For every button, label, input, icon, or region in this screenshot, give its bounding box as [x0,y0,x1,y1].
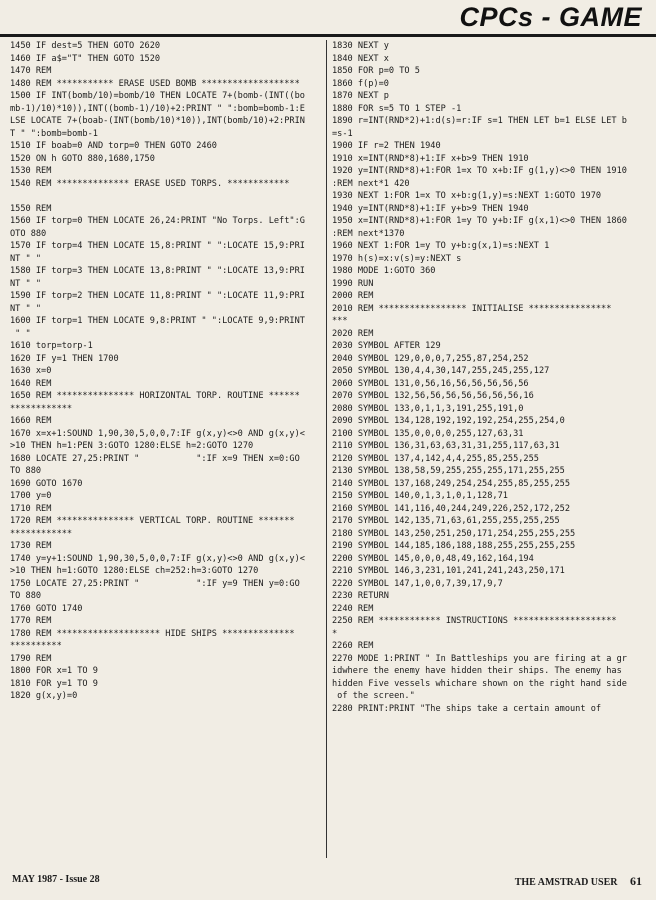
code-line: 2140 SYMBOL 137,168,249,254,254,255,85,255,255 [332,478,570,489]
code-line: 2090 SYMBOL 134,128,192,192,192,254,255,254,0 [332,416,565,426]
code-line: 2040 SYMBOL 129,0,0,0,7,255,87,254,252 [332,353,529,364]
code-line: 1540 REM ************** ERASE USED TORPS. ************ [10,178,290,189]
code-line: 2100 SYMBOL 135,0,0,0,0,255,127,63,31 [332,428,524,439]
code-line: =s-1 [332,128,353,139]
code-line: 1950 x=INT(RND*8)+1:FOR 1=y TO y+b:IF g(x,1)<>0 THEN 1860 [332,216,627,226]
code-line: *** [332,316,348,326]
code-line: LSE LOCATE 7+(boab-(INT(bomb/10)*10)),INT(bomb/10)+2:PRIN [10,116,305,126]
section-title: CPCs - GAME [459,2,642,32]
code-line: >10 THEN h=1:PEN 3:GOTO 1280:ELSE h=2:GOTO 1270 [10,441,254,451]
code-line: 2070 SYMBOL 132,56,56,56,56,56,56,56,16 [332,391,534,401]
code-line: 1680 LOCATE 27,25:PRINT " ":IF x=9 THEN x=0:GO [10,453,300,464]
code-line: idwhere the enemy have hidden their ships. The enemy has [332,666,622,676]
code-line: 1450 IF dest=5 THEN GOTO 2620 [10,41,161,51]
code-line: 1810 FOR y=1 TO 9 [10,678,98,689]
code-line: 1510 IF boab=0 AND torp=0 THEN GOTO 2460 [10,141,217,151]
code-line: 1720 REM *************** VERTICAL TORP. ROUTINE ******* [10,516,295,526]
code-line: 1870 NEXT p [332,91,389,101]
code-line: :REM next*1370 [332,228,405,239]
code-line: 1730 REM [10,541,52,551]
footer-publication: THE AMSTRAD USER [514,877,618,888]
code-line: NT " " [10,253,42,264]
code-line: 2010 REM ***************** INITIALISE **************** [332,303,612,314]
code-line: 1550 REM [10,203,52,214]
code-line: 1690 GOTO 1670 [10,478,83,489]
code-line: TO 880 [10,591,42,601]
code-line: OTO 880 [10,228,47,239]
column-divider [326,40,327,858]
code-line: 2220 SYMBOL 147,1,0,0,7,39,17,9,7 [332,578,503,589]
code-line: 1780 REM ******************** HIDE SHIPS ************** [10,628,295,639]
code-line: 2120 SYMBOL 137,4,142,4,4,255,85,255,255 [332,453,539,464]
code-line: 2030 SYMBOL AFTER 129 [332,341,441,351]
code-line: * [332,628,338,639]
code-line: 1700 y=0 [10,491,52,501]
code-line: 1820 g(x,y)=0 [10,691,78,701]
code-line: NT " " [10,278,42,289]
code-line: 2190 SYMBOL 144,185,186,188,188,255,255,255,255 [332,541,576,551]
code-line [10,190,322,203]
code-line: 1710 REM [10,503,52,514]
code-line: 1530 REM [10,166,52,176]
code-line: 2110 SYMBOL 136,31,63,63,31,31,255,117,63,31 [332,441,560,451]
code-line: 1900 IF r=2 THEN 1940 [332,141,441,151]
code-line: 1770 REM [10,616,52,626]
code-line: 1580 IF torp=3 THEN LOCATE 13,8:PRINT " ":LOCATE 13,9:PRI [10,266,305,276]
code-line: 1830 NEXT y [332,41,389,51]
code-line: NT " " [10,303,42,314]
code-line: 1610 torp=torp-1 [10,341,93,351]
code-line: 1760 GOTO 1740 [10,603,83,614]
code-line: TO 880 [10,466,42,476]
code-line: of the screen." [332,691,415,701]
code-line: 2260 REM [332,641,374,651]
code-line: 1910 x=INT(RND*8)+1:IF x+b>9 THEN 1910 [332,153,529,164]
code-line: ********** [10,641,62,651]
code-line: mb-1)/10)*10)),INT((bomb-1)/10)+2:PRINT " ":bomb=bomb-1:E [10,103,305,114]
code-line: 1990 RUN [332,278,374,289]
code-line: 2240 REM [332,603,374,614]
footer-issue: MAY 1987 - Issue 28 [12,874,100,885]
code-line: 1560 IF torp=0 THEN LOCATE 26,24:PRINT "No Torps. Left":G [10,216,305,226]
code-line: 1740 y=y+1:SOUND 1,90,30,5,0,0,7:IF g(x,y)<>0 AND g(x,y)< [10,553,305,564]
code-listing-right-column [332,40,650,860]
code-line: 1790 REM [10,653,52,664]
code-line: 1480 REM *********** ERASE USED BOMB ******************* [10,78,300,89]
code-line: 1460 IF a$="T" THEN GOTO 1520 [10,53,161,64]
code-line: 1470 REM [10,66,52,76]
code-line: 2170 SYMBOL 142,135,71,63,61,255,255,255,255 [332,516,560,526]
code-line: 2000 REM [332,291,374,301]
code-line: " " [10,328,31,339]
page-number: 61 [630,874,642,888]
code-line: 1590 IF torp=2 THEN LOCATE 11,8:PRINT " ":LOCATE 11,9:PRI [10,291,305,301]
code-line: 1750 LOCATE 27,25:PRINT " ":IF y=9 THEN y=0:GO [10,578,300,589]
code-line: 1670 x=x+1:SOUND 1,90,30,5,0,0,7:IF g(x,y)<>0 AND g(x,y)< [10,428,305,439]
code-line: hidden Five vessels whichare shown on the right hand side [332,678,627,689]
code-line: 2020 REM [332,328,374,339]
code-line: 2210 SYMBOL 146,3,231,101,241,241,243,250,171 [332,566,565,576]
code-line: 1640 REM [10,378,52,389]
code-line: 2200 SYMBOL 145,0,0,0,48,49,162,164,194 [332,553,534,564]
code-line: 1980 MODE 1:GOTO 360 [332,266,436,276]
code-line: 2250 REM ************ INSTRUCTIONS ******************** [332,616,617,626]
code-line: 2080 SYMBOL 133,0,1,1,3,191,255,191,0 [332,403,524,414]
code-listing-left-column [10,40,322,860]
code-line: 1570 IF torp=4 THEN LOCATE 15,8:PRINT " ":LOCATE 15,9:PRI [10,241,305,251]
code-line: 1650 REM *************** HORIZONTAL TORP. ROUTINE ****** [10,391,300,401]
code-line: 1920 y=INT(RND*8)+1:FOR 1=x TO x+b:IF g(1,y)<>0 THEN 1910 [332,166,627,176]
page-header [0,0,656,37]
code-line: 1960 NEXT 1:FOR 1=y TO y+b:g(x,1)=s:NEXT 1 [332,241,550,251]
code-line: 2160 SYMBOL 141,116,40,244,249,226,252,172,252 [332,503,570,514]
code-line: T " ":bomb=bomb-1 [10,128,98,139]
code-line: 1620 IF y=1 THEN 1700 [10,353,119,364]
code-line: 1850 FOR p=0 TO 5 [332,66,420,76]
code-line: 1860 f(p)=0 [332,78,389,89]
code-line: 1940 y=INT(RND*8)+1:IF y+b>9 THEN 1940 [332,203,529,214]
code-line: 1500 IF INT(bomb/10)=bomb/10 THEN LOCATE 7+(bomb-(INT((bo [10,91,305,101]
code-line: >10 THEN h=1:GOTO 1280:ELSE ch=252:h=3:GOTO 1270 [10,566,259,576]
code-line: 2270 MODE 1:PRINT " In Battleships you are firing at a gr [332,653,627,664]
code-line: 1930 NEXT 1:FOR 1=x TO x+b:g(1,y)=s:NEXT 1:GOTO 1970 [332,191,602,201]
code-line: 1970 h(s)=x:v(s)=y:NEXT s [332,253,462,264]
footer-publication-info [515,874,642,894]
code-line: 1840 NEXT x [332,53,389,64]
code-line: ************ [10,528,73,539]
code-line: ************ [10,403,73,414]
code-line: 2180 SYMBOL 143,250,251,250,171,254,255,255,255 [332,528,576,539]
code-line: 2060 SYMBOL 131,0,56,16,56,56,56,56,56 [332,378,529,389]
code-line: 1880 FOR s=5 TO 1 STEP -1 [332,103,462,114]
code-line: :REM next*1 420 [332,178,410,189]
code-line: 1600 IF torp=1 THEN LOCATE 9,8:PRINT " ":LOCATE 9,9:PRINT [10,316,305,326]
code-line: 1630 x=0 [10,366,52,376]
code-line: 2050 SYMBOL 130,4,4,30,147,255,245,255,127 [332,366,550,376]
code-line: 2130 SYMBOL 138,58,59,255,255,255,171,255,255 [332,466,565,476]
code-line: 1800 FOR x=1 TO 9 [10,666,98,676]
code-line: 1660 REM [10,416,52,426]
code-line: 1890 r=INT(RND*2)+1:d(s)=r:IF s=1 THEN LET b=1 ELSE LET b [332,116,627,126]
code-line: 2230 RETURN [332,591,389,601]
code-line: 2150 SYMBOL 140,0,1,3,1,0,1,128,71 [332,491,508,501]
code-line: 1520 ON h GOTO 880,1680,1750 [10,153,155,164]
code-line: 2280 PRINT:PRINT "The ships take a certain amount of [332,703,602,714]
